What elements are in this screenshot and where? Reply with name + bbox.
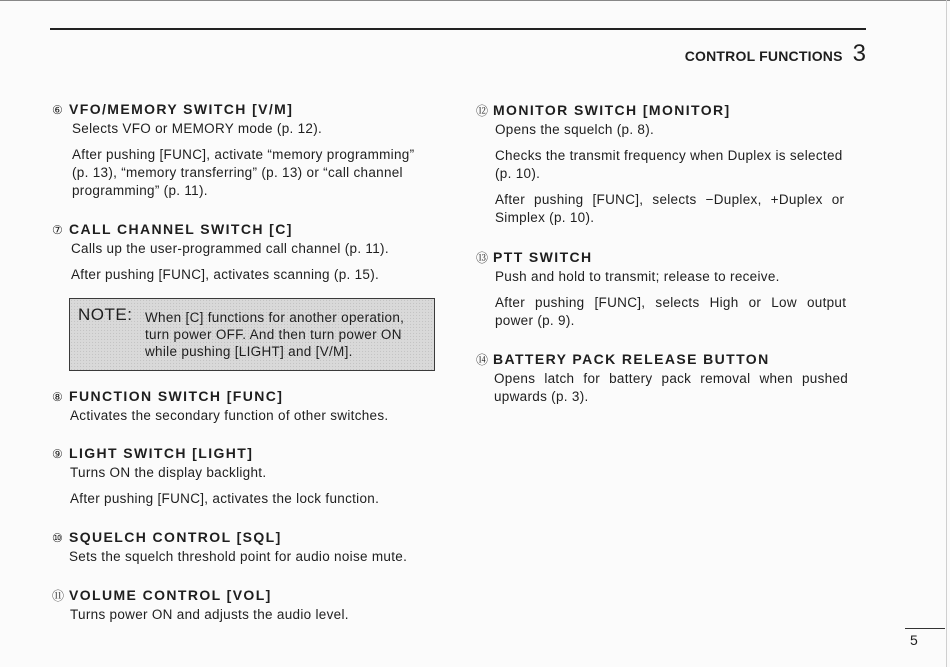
- section-text: Turns power ON and adjusts the audio level.: [70, 607, 349, 622]
- item-number: ⑪: [52, 589, 65, 603]
- section-text: programming” (p. 11).: [72, 183, 208, 198]
- section-function-switch: [52, 387, 388, 425]
- section-text: (p. 10).: [495, 166, 541, 181]
- chapter-title: CONTROL FUNCTIONS: [684, 48, 843, 64]
- header-rule: [50, 28, 866, 30]
- section-heading: ⑧ FUNCTION SWITCH [FUNC]: [52, 388, 284, 404]
- section-heading: ⑥ VFO/MEMORY SWITCH [V/M]: [52, 101, 294, 117]
- section-heading: ⑨ LIGHT SWITCH [LIGHT]: [52, 445, 254, 461]
- section-volume-control: [52, 586, 349, 624]
- section-text: Sets the squelch threshold point for audio noise mute.: [69, 549, 408, 564]
- item-number: ⑨: [52, 447, 63, 461]
- note-line: turn power OFF. And then turn power ON: [145, 327, 402, 342]
- section-vfo-memory-switch: [52, 100, 414, 200]
- note-line: while pushing [LIGHT] and [V/M].: [145, 344, 353, 359]
- section-text: Turns ON the display backlight.: [70, 465, 267, 480]
- section-text: After pushing [FUNC], activates scanning (p. 15).: [71, 267, 380, 282]
- section-text: After pushing [FUNC], activate “memory programming”: [72, 147, 415, 162]
- section-text: Opens latch for battery pack removal when pushed: [494, 371, 849, 386]
- section-monitor-switch: [476, 101, 861, 227]
- section-light-switch: [52, 444, 379, 508]
- section-text: (p. 13), “memory transferring” (p. 13) or “call channel: [72, 165, 403, 180]
- section-text: Simplex (p. 10).: [495, 210, 595, 225]
- chapter-number: 3: [852, 40, 866, 67]
- item-number: ⑦: [52, 223, 63, 237]
- section-text: After pushing [FUNC], selects High or Low output: [495, 295, 847, 310]
- section-text: After pushing [FUNC], selects −Duplex, +Duplex or: [495, 192, 845, 207]
- page-number-rule: [905, 628, 945, 629]
- item-number: ⑬: [476, 251, 489, 265]
- section-heading: ⑫ MONITOR SWITCH [MONITOR]: [476, 102, 731, 118]
- page-right-edge: [946, 0, 947, 667]
- item-number: ⑫: [476, 104, 489, 118]
- section-text: Activates the secondary function of other switches.: [70, 408, 389, 423]
- section-call-channel-switch: [52, 220, 389, 284]
- section-text: Checks the transmit frequency when Duplex is selected: [495, 148, 843, 163]
- item-number: ⑧: [52, 390, 63, 404]
- page-top-edge: [0, 0, 950, 1]
- section-text: upwards (p. 3).: [494, 389, 589, 404]
- note-text: [145, 309, 404, 360]
- page-number: 5: [910, 632, 918, 648]
- section-text: Calls up the user-programmed call channel (p. 11).: [71, 241, 389, 256]
- section-text: After pushing [FUNC], activates the lock function.: [70, 491, 380, 506]
- note-box: [69, 298, 435, 371]
- note-line: When [C] functions for another operation,: [145, 310, 405, 325]
- section-text: Selects VFO or MEMORY mode (p. 12).: [72, 121, 323, 136]
- section-heading: ⑪ VOLUME CONTROL [VOL]: [52, 587, 272, 603]
- item-number: ⑭: [476, 353, 489, 367]
- section-heading: ⑭ BATTERY PACK RELEASE BUTTON: [476, 351, 770, 367]
- note-label: NOTE:: [78, 305, 133, 324]
- section-heading: ⑬ PTT SWITCH: [476, 249, 593, 265]
- chapter-header: [685, 40, 866, 68]
- section-text: power (p. 9).: [495, 313, 575, 328]
- section-text: Push and hold to transmit; release to receive.: [495, 269, 780, 284]
- item-number: ⑩: [52, 531, 63, 545]
- section-squelch-control: [52, 528, 407, 566]
- section-heading: ⑦ CALL CHANNEL SWITCH [C]: [52, 221, 293, 237]
- section-heading: ⑩ SQUELCH CONTROL [SQL]: [52, 529, 282, 545]
- section-text: Opens the squelch (p. 8).: [495, 122, 655, 137]
- section-battery-pack-release: [476, 350, 848, 406]
- item-number: ⑥: [52, 103, 63, 117]
- section-ptt-switch: [476, 248, 846, 330]
